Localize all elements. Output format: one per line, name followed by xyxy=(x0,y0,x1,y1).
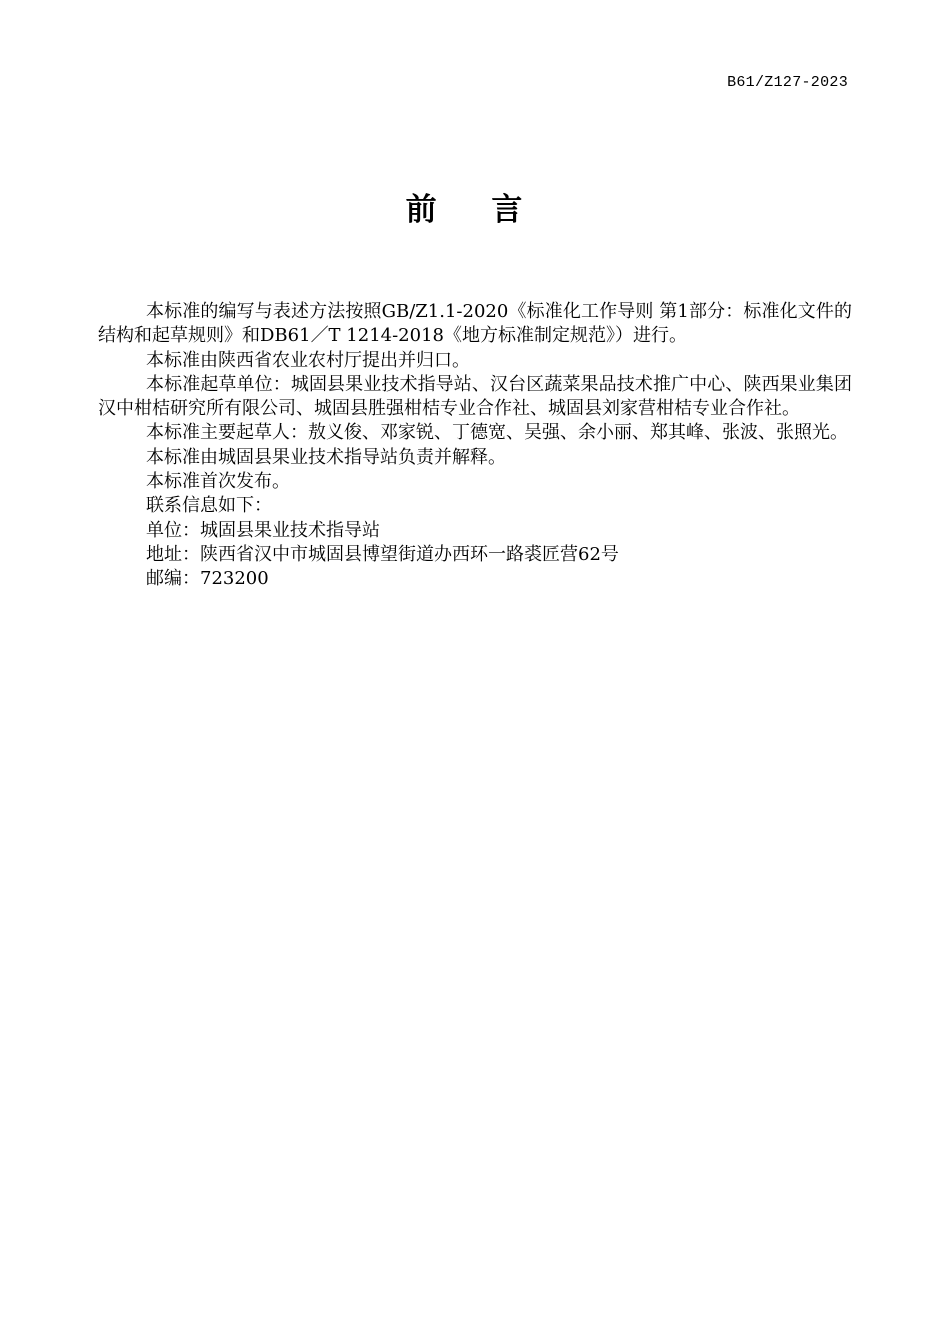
paragraph-first-release: 本标准首次发布。 xyxy=(146,471,290,493)
paragraph-contact-heading: 联系信息如下： xyxy=(146,495,272,517)
paragraph-drafting-units: 本标准起草单位：城固县果业技术指导站、汉台区蔬菜果品技术推广中心、陕西果业集团汉中柑桔研究所有限公司、城固县胜强柑桔专业合作社、城固县刘家营柑桔专业合作社。 xyxy=(98,373,852,420)
document-code: B61/Z127-2023 xyxy=(727,74,848,91)
paragraph-proposer: 本标准由陕西省农业农村厅提出并归口。 xyxy=(146,349,470,371)
paragraph-drafters: 本标准主要起草人：敖义俊、邓家锐、丁德宽、吴强、余小丽、郑其峰、张波、张照光。 xyxy=(146,422,848,444)
paragraph-interpretation: 本标准由城固县果业技术指导站负责并解释。 xyxy=(146,446,506,468)
paragraph-contact-postcode: 邮编：723200 xyxy=(146,568,269,590)
page-title: 前 言 xyxy=(405,192,545,228)
foreword-body xyxy=(98,300,852,592)
paragraph-drafting-method: 本标准的编写与表述方法按照GB/Z1.1-2020《标准化工作导则 第1部分：标准化文件的结构和起草规则》和DB61／T 1214-2018《地方标准制定规范》）进行。 xyxy=(98,301,852,347)
paragraph-contact-unit: 单位：城固县果业技术指导站 xyxy=(146,519,380,541)
paragraph-contact-address: 地址：陕西省汉中市城固县博望街道办西环一路裘匠营62号 xyxy=(146,543,619,565)
